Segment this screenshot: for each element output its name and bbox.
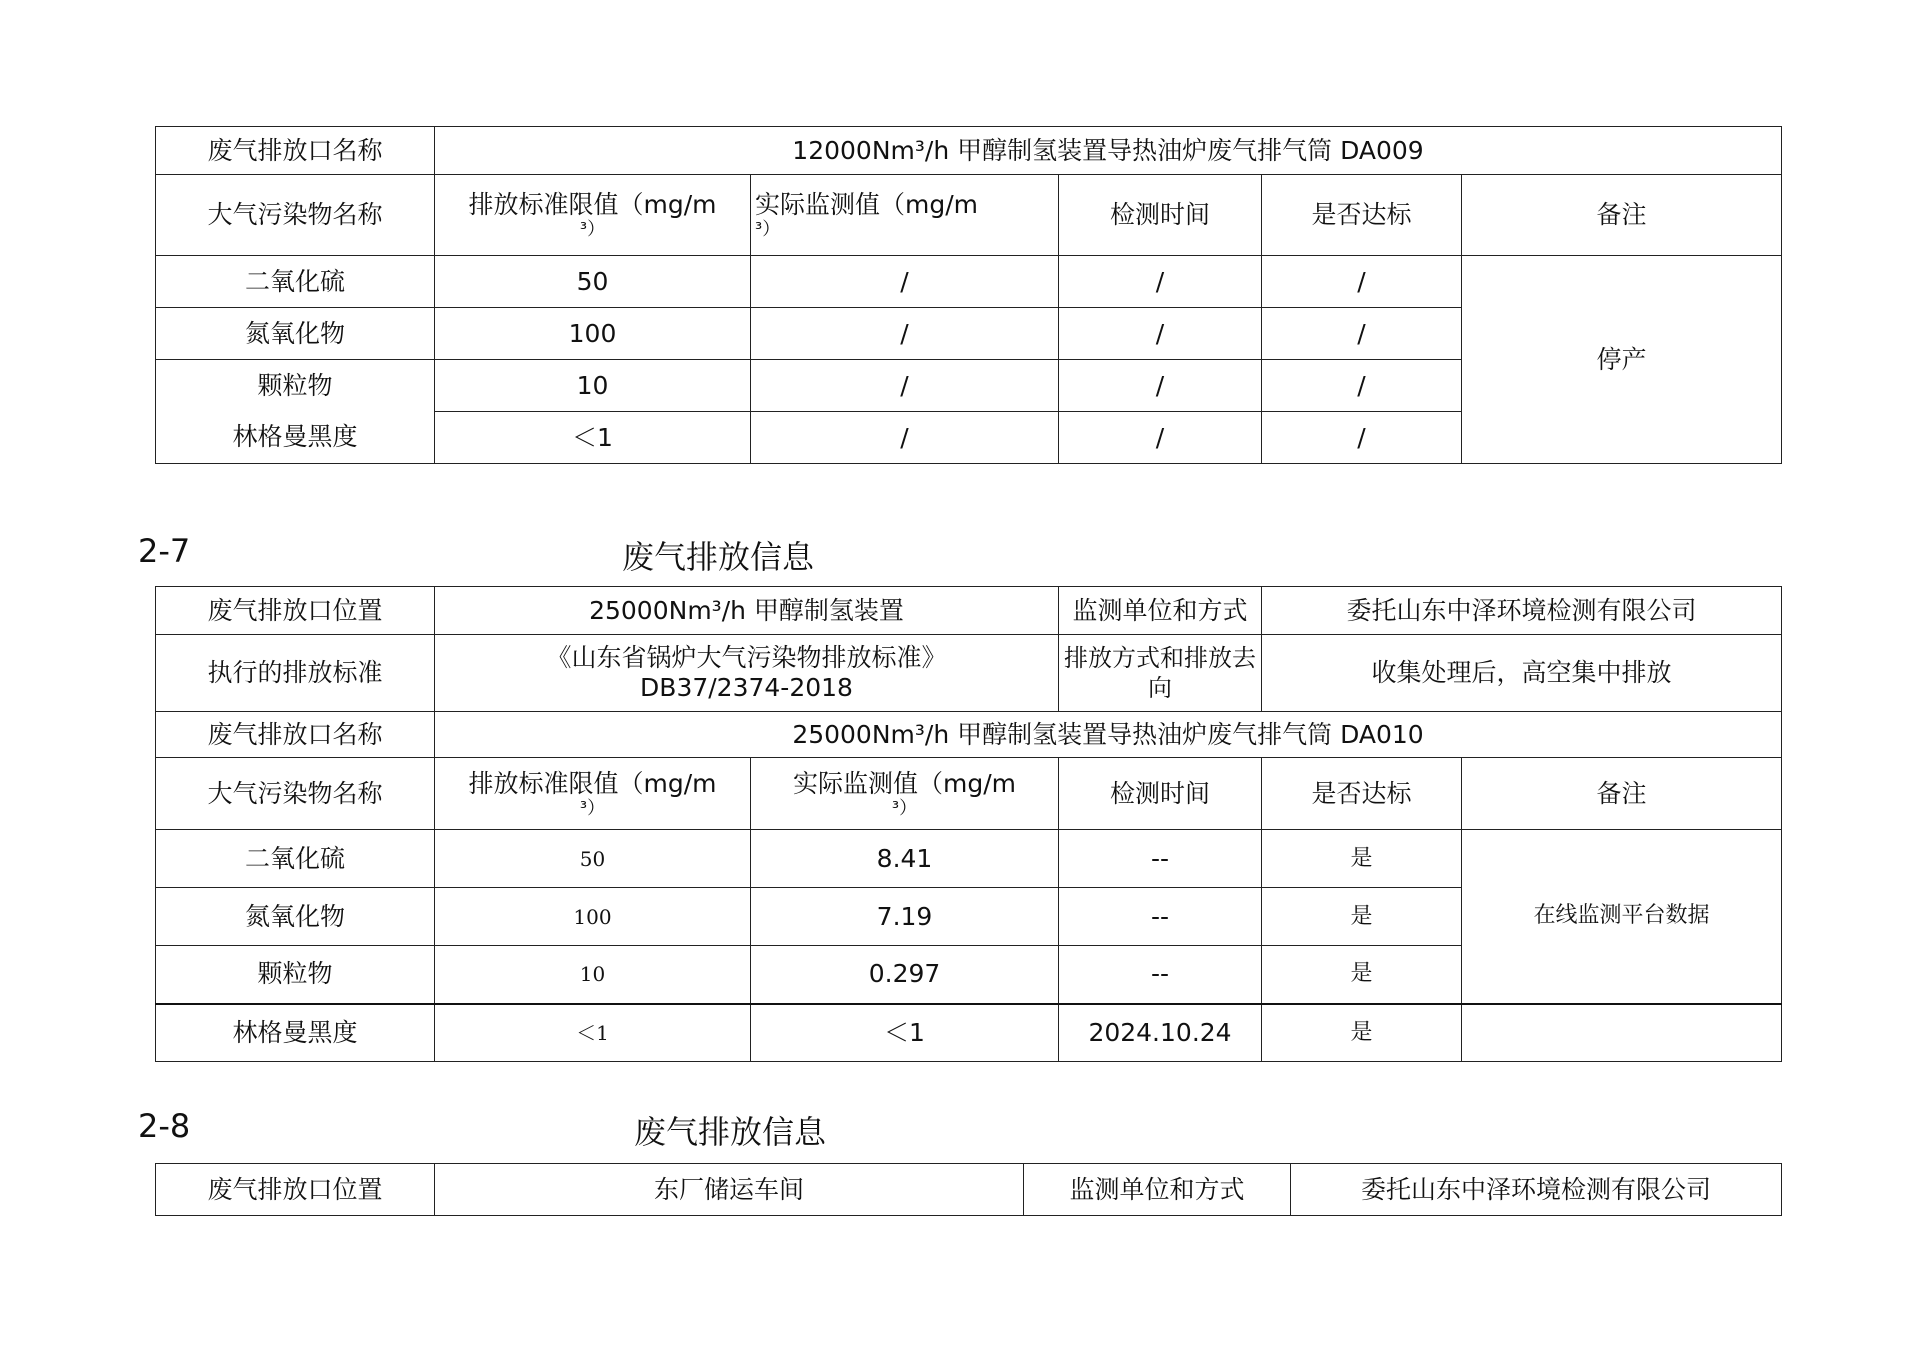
header-limit-line1: 排放标准限值（mg/m [468,190,717,219]
row-limit: ＜1 [435,412,751,464]
row-pollutant: 氮氧化物 [156,308,435,360]
header-limit [435,758,751,830]
row-pollutant: 二氧化硫 [156,256,435,308]
monitor-value: 委托山东中泽环境检测有限公司 [1291,1164,1782,1216]
remark-cell: 在线监测平台数据 [1462,830,1782,1004]
emission-table-storage [155,1163,1782,1216]
header-limit [435,175,751,256]
header-measured [751,175,1059,256]
row-time: / [1059,412,1262,464]
row-measured: / [751,256,1059,308]
row-compliant: / [1262,412,1462,464]
row-measured: ＜1 [751,1004,1059,1062]
row-measured: 0.297 [751,946,1059,1004]
header-limit-line2: ³） [579,797,606,819]
row-time: 2024.10.24 [1059,1004,1262,1062]
location-value: 东厂储运车间 [435,1164,1024,1216]
header-compliant: 是否达标 [1262,758,1462,830]
header-measured-line1: 实际监测值（mg/m [755,190,978,219]
outlet-name-value: 25000Nm³/h 甲醇制氢装置导热油炉废气排气筒 DA010 [435,712,1782,758]
outlet-name-label: 废气排放口名称 [156,127,435,175]
remark-cell-empty [1462,1004,1782,1062]
header-measured [751,758,1059,830]
header-time: 检测时间 [1059,758,1262,830]
row-pollutant: 氮氧化物 [156,888,435,946]
row-time: -- [1059,946,1262,1004]
header-remark: 备注 [1462,175,1782,256]
row-limit: 100 [435,888,751,946]
row-measured: / [751,360,1059,412]
row-measured: / [751,308,1059,360]
row-compliant: 是 [1262,888,1462,946]
row-compliant: 是 [1262,946,1462,1004]
outlet-name-value: 12000Nm³/h 甲醇制氢装置导热油炉废气排气筒 DA009 [435,127,1782,175]
header-pollutant: 大气污染物名称 [156,758,435,830]
header-measured-line1: 实际监测值（mg/m [793,768,1016,798]
remark-cell: 停产 [1462,256,1782,464]
row-measured: 8.41 [751,830,1059,888]
row-compliant: / [1262,308,1462,360]
monitor-value: 委托山东中泽环境检测有限公司 [1262,587,1782,635]
row-measured: / [751,412,1059,464]
row-pollutant: 二氧化硫 [156,830,435,888]
row-time: -- [1059,830,1262,888]
emission-table-da009 [155,126,1782,464]
row-compliant: / [1262,360,1462,412]
standard-value-line1: 《山东省锅炉大气污染物排放标准》 [546,643,947,672]
row-measured: 7.19 [751,888,1059,946]
row-limit: 50 [435,256,751,308]
row-pollutant: 颗粒物 [156,946,435,1004]
row-time: -- [1059,888,1262,946]
monitor-label: 监测单位和方式 [1024,1164,1291,1216]
section-title: 废气排放信息 [622,538,815,576]
standard-value-line2: DB37/2374-2018 [640,673,853,702]
monitor-label: 监测单位和方式 [1059,587,1262,635]
row-time: / [1059,360,1262,412]
row-pollutant: 林格曼黑度 [156,412,435,464]
header-time: 检测时间 [1059,175,1262,256]
row-limit: 50 [435,830,751,888]
section-number: 2-8 [138,1107,191,1145]
header-limit-line2: ³） [579,219,606,240]
header-limit-line1: 排放标准限值（mg/m [468,768,717,798]
location-label: 废气排放口位置 [156,1164,435,1216]
location-value: 25000Nm³/h 甲醇制氢装置 [435,587,1059,635]
row-time: / [1059,308,1262,360]
section-title: 废气排放信息 [634,1113,827,1151]
method-value: 收集处理后，高空集中排放 [1262,635,1782,712]
section-number: 2-7 [138,532,191,570]
standard-label: 执行的排放标准 [156,635,435,712]
row-pollutant: 林格曼黑度 [156,1004,435,1062]
outlet-name-label: 废气排放口名称 [156,712,435,758]
row-limit: ＜1 [435,1004,751,1062]
header-remark: 备注 [1462,758,1782,830]
emission-table-da010 [155,586,1782,1062]
location-label: 废气排放口位置 [156,587,435,635]
row-time: / [1059,256,1262,308]
row-compliant: / [1262,256,1462,308]
row-limit: 10 [435,946,751,1004]
row-compliant: 是 [1262,830,1462,888]
row-limit: 100 [435,308,751,360]
header-compliant: 是否达标 [1262,175,1462,256]
row-pollutant: 颗粒物 [156,360,435,412]
standard-value [435,635,1059,712]
method-label: 排放方式和排放去向 [1059,635,1262,712]
row-compliant: 是 [1262,1004,1462,1062]
header-measured-line2: ³） [891,797,918,819]
row-limit: 10 [435,360,751,412]
header-measured-line2: ³） [755,219,781,240]
header-pollutant: 大气污染物名称 [156,175,435,256]
